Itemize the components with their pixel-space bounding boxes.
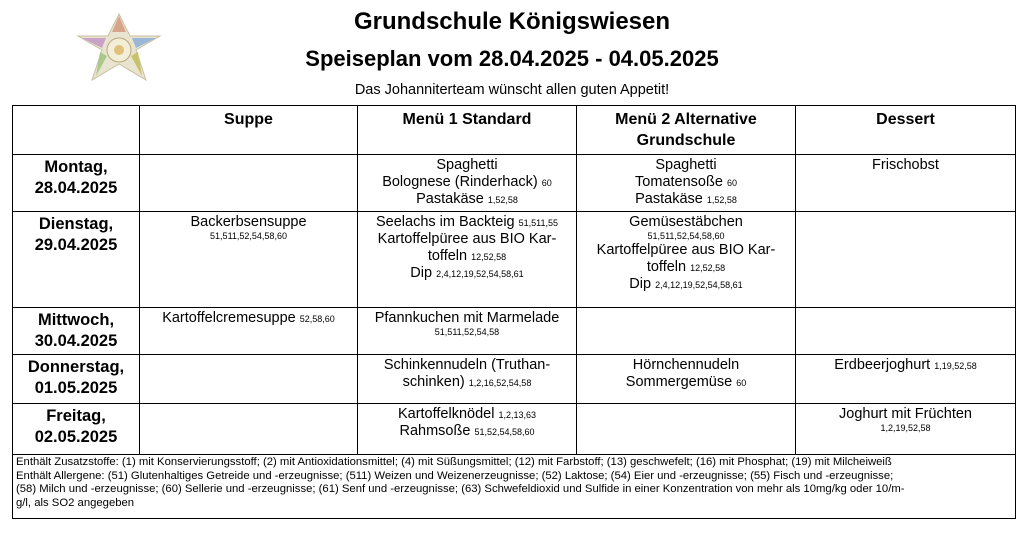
dish-text: Backerbsensuppe — [190, 214, 307, 230]
dish-text: Erdbeerjoghurt — [834, 357, 931, 373]
dish-text: Dip — [410, 265, 433, 281]
day-date: 28.04.2025 — [34, 179, 118, 197]
day-name: Mittwoch, — [37, 311, 115, 329]
dish-line — [579, 276, 793, 293]
dish-line — [798, 357, 1013, 374]
greeting-text: Das Johanniterteam wünscht allen guten Appetit! — [354, 82, 670, 98]
allergen-codes: 51,511,52,54,58 — [434, 327, 500, 337]
day-label — [13, 155, 140, 212]
menu1-cell — [358, 155, 577, 212]
dish-text: Gemüsestäbchen — [629, 214, 743, 230]
column-header-menu1: Menü 1 Standard — [358, 106, 577, 155]
allergen-codes: 60 — [541, 178, 552, 188]
day-label — [13, 355, 140, 404]
dish-text: Kartoffelpüree aus BIO Kar- — [377, 231, 557, 247]
dessert-cell — [796, 404, 1016, 455]
dish-text: Pfannkuchen mit Marmelade — [374, 310, 560, 326]
dish-line — [579, 374, 793, 391]
dish-line — [360, 231, 574, 248]
corner-cell — [13, 106, 140, 155]
soup-cell — [140, 404, 358, 455]
allergen-codes: 1,52,58 — [487, 195, 518, 205]
footer-line-2: Enthält Allergene: (51) Glutenhaltiges Getreide und -erzeugnisse; (511) Weizen und Weizenerzeugnisse; (52) Laktose; (54) Eier und -erzeugnisse; (55) Fisch und -erzeugnisse; — [16, 469, 894, 482]
day-row-thursday — [13, 355, 1016, 404]
menu2-cell — [577, 404, 796, 455]
dish-line — [579, 157, 793, 174]
dish-text: Hörnchennudeln — [632, 357, 740, 373]
day-date: 29.04.2025 — [34, 236, 118, 254]
dish-line — [360, 265, 574, 282]
dish-text: toffeln — [427, 248, 468, 264]
dish-line — [142, 310, 355, 327]
menu2-header-line1: Menü 2 Alternative — [615, 111, 757, 128]
dish-text: toffeln — [646, 259, 687, 275]
dish-text: Seelachs im Backteig — [375, 214, 515, 230]
allergen-codes: 52,58,60 — [299, 314, 335, 324]
menu2-cell — [577, 155, 796, 212]
menu1-cell — [358, 308, 577, 355]
dish-text: Pastakäse — [416, 191, 484, 207]
menu1-cell — [358, 355, 577, 404]
column-header-menu2 — [577, 106, 796, 155]
menu1-cell — [358, 212, 577, 308]
dish-text: Schinkennudeln (Truthan- — [383, 357, 551, 373]
day-label — [13, 308, 140, 355]
day-date: 01.05.2025 — [34, 379, 118, 397]
allergen-codes: 51,511,52,54,58,60 — [647, 231, 725, 241]
allergen-codes: 1,2,13,63 — [498, 410, 537, 420]
day-date: 30.04.2025 — [34, 332, 118, 350]
dish-line — [142, 214, 355, 231]
day-row-monday — [13, 155, 1016, 212]
dish-line — [360, 191, 574, 208]
dish-line — [360, 423, 574, 440]
dish-text: Bolognese (Rinderhack) — [382, 174, 538, 190]
dish-line — [579, 174, 793, 191]
dish-text: Kartoffelknödel — [397, 406, 495, 422]
dessert-cell — [796, 308, 1016, 355]
day-label — [13, 212, 140, 308]
column-header-soup: Suppe — [140, 106, 358, 155]
dish-line — [579, 242, 793, 259]
dish-line — [360, 357, 574, 374]
dish-line — [798, 157, 1013, 174]
additives-allergens-note — [13, 455, 1016, 519]
day-row-wednesday — [13, 308, 1016, 355]
allergen-codes: 51,52,54,58,60 — [474, 427, 535, 437]
dish-line — [579, 357, 793, 374]
day-name: Freitag, — [46, 407, 106, 425]
dish-line — [360, 406, 574, 423]
dish-text: Rahmsoße — [399, 423, 471, 439]
dessert-cell — [796, 212, 1016, 308]
dish-line — [579, 191, 793, 208]
soup-cell — [140, 155, 358, 212]
dish-text: Tomatensoße — [635, 174, 723, 190]
allergen-codes: 12,52,58 — [690, 263, 726, 273]
dish-line — [798, 406, 1013, 423]
dessert-cell — [796, 355, 1016, 404]
footer-line-3: (58) Milch und -erzeugnisse; (60) Sellerie und -erzeugnisse; (61) Senf und -erzeugnisse; (63) Schwefeldioxid und Sulfide in einer Konzentration von mehr als 10mg/kg oder 10/m- — [16, 483, 905, 495]
day-name: Donnerstag, — [27, 358, 125, 376]
allergen-codes: 51,511,55 — [518, 218, 559, 228]
allergen-codes: 1,19,52,58 — [934, 361, 977, 371]
footer-line-4: g/l, als SO2 angegeben — [16, 496, 135, 509]
dish-text: Spaghetti — [655, 157, 717, 173]
day-row-tuesday — [13, 212, 1016, 308]
dish-text: Kartoffelpüree aus BIO Kar- — [596, 242, 776, 258]
dessert-cell — [796, 155, 1016, 212]
allergen-codes: 1,2,16,52,54,58 — [468, 378, 532, 388]
allergen-codes: 60 — [726, 178, 737, 188]
allergen-codes: 1,52,58 — [706, 195, 737, 205]
day-name: Dienstag, — [38, 215, 114, 233]
menu2-cell — [577, 308, 796, 355]
plan-title: Speiseplan vom 28.04.2025 - 04.05.2025 — [305, 46, 719, 71]
dish-text: Pastakäse — [635, 191, 703, 207]
dish-text: schinken) — [402, 374, 465, 390]
dish-line — [360, 310, 574, 327]
soup-cell — [140, 308, 358, 355]
allergen-codes: 2,4,12,19,52,54,58,61 — [655, 280, 743, 290]
allergen-codes: 12,52,58 — [471, 252, 507, 262]
dish-line — [579, 214, 793, 231]
dish-line — [579, 259, 793, 276]
menu2-cell — [577, 212, 796, 308]
dish-line — [360, 174, 574, 191]
footer-line-1: Enthält Zusatzstoffe: (1) mit Konservierungsstoff; (2) mit Antioxidationsmittel; (4) mit Süßungsmittel; (12) mit Farbstoff; (13) geschwefelt; (16) mit Phosphat; (19) mit Milcheiweiß — [16, 456, 892, 468]
dish-text: Sommergemüse — [625, 374, 733, 390]
menu-table — [12, 105, 1016, 519]
dish-text: Spaghetti — [436, 157, 498, 173]
column-header-dessert: Dessert — [796, 106, 1016, 155]
menu2-header-line2: Grundschule — [636, 132, 736, 149]
day-label — [13, 404, 140, 455]
dish-line — [360, 157, 574, 174]
soup-cell — [140, 212, 358, 308]
header-row — [13, 106, 1016, 155]
school-title: Grundschule Königswiesen — [353, 8, 671, 35]
dish-line — [360, 248, 574, 265]
soup-cell — [140, 355, 358, 404]
dish-text: Dip — [629, 276, 652, 292]
menu2-cell — [577, 355, 796, 404]
day-name: Montag, — [44, 158, 108, 176]
day-date: 02.05.2025 — [34, 428, 118, 446]
allergen-codes: 51,511,52,54,58,60 — [210, 231, 287, 241]
footer-row — [13, 455, 1016, 519]
dish-line — [360, 374, 574, 391]
allergen-codes: 1,2,19,52,58 — [880, 423, 931, 433]
day-row-friday — [13, 404, 1016, 455]
allergen-codes: 2,4,12,19,52,54,58,61 — [436, 269, 524, 279]
dish-text: Kartoffelcremesuppe — [162, 310, 296, 326]
dish-text: Frischobst — [872, 157, 939, 173]
dish-text: Joghurt mit Früchten — [839, 406, 972, 422]
dish-line — [360, 214, 574, 231]
allergen-codes: 60 — [736, 378, 747, 388]
menu1-cell — [358, 404, 577, 455]
